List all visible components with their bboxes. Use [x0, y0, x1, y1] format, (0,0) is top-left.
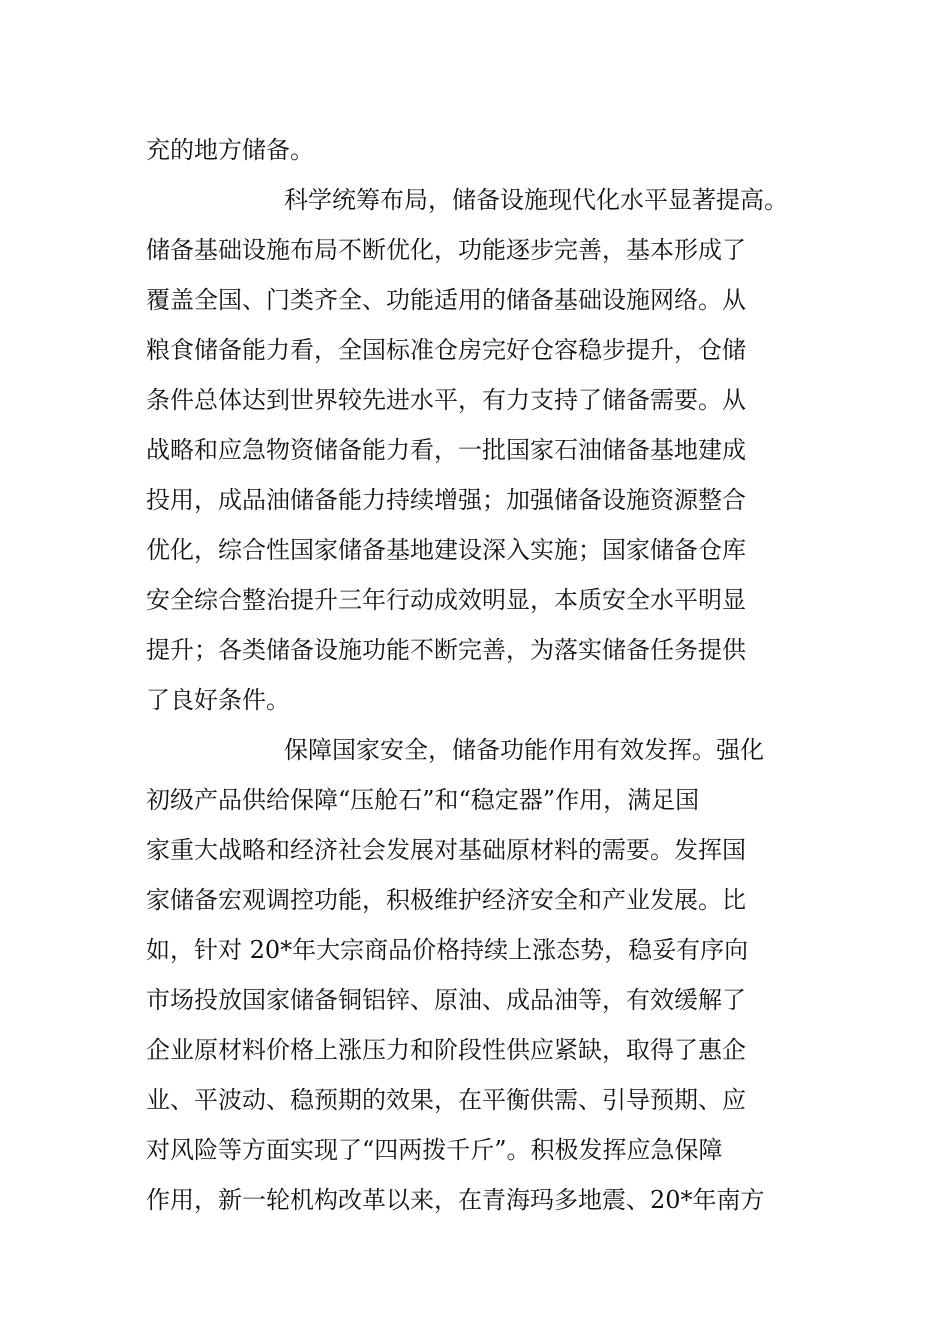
text-line: 投用，成品油储备能力持续增强；加强储备设施资源整合	[146, 486, 746, 514]
text-line: 作用，新一轮机构改革以来，在青海玛多地震、20*年南方	[146, 1186, 765, 1214]
text-line: 条件总体达到世界较先进水平，有力支持了储备需要。从	[146, 386, 746, 414]
text-line: 储备基础设施布局不断优化，功能逐步完善，基本形成了	[146, 236, 746, 264]
text-line: 充的地方储备。	[146, 136, 314, 164]
text-line: 对风险等方面实现了“四两拨千斤”。积极发挥应急保障	[146, 1136, 723, 1164]
text-line: 初级产品供给保障“压舱石”和“稳定器”作用，满足国	[146, 786, 700, 814]
text-line: 家重大战略和经济社会发展对基础原材料的需要。发挥国	[146, 836, 746, 864]
text-line: 企业原材料价格上涨压力和阶段性供应紧缺，取得了惠企	[146, 1036, 746, 1064]
text-line: 粮食储备能力看，全国标准仓房完好仓容稳步提升，仓储	[146, 336, 746, 364]
text-line: 优化，综合性国家储备基地建设深入实施；国家储备仓库	[146, 536, 746, 564]
text-line: 提升；各类储备设施功能不断完善，为落实储备任务提供	[146, 636, 746, 664]
text-line: 业、平波动、稳预期的效果，在平衡供需、引导预期、应	[146, 1086, 746, 1114]
text-line: 市场投放国家储备铜铝锌、原油、成品油等，有效缓解了	[146, 986, 746, 1014]
text-line: 安全综合整治提升三年行动成效明显，本质安全水平明显	[146, 586, 746, 614]
text-line: 战略和应急物资储备能力看，一批国家石油储备基地建成	[146, 436, 746, 464]
paragraph-start-line: 科学统筹布局，储备设施现代化水平显著提高。	[284, 186, 788, 214]
text-line: 覆盖全国、门类齐全、功能适用的储备基础设施网络。从	[146, 286, 746, 314]
paragraph-start-line: 保障国家安全，储备功能作用有效发挥。强化	[284, 736, 764, 764]
text-line: 如，针对 20*年大宗商品价格持续上涨态势，稳妥有序向	[146, 936, 749, 964]
text-line: 家储备宏观调控功能，积极维护经济安全和产业发展。比	[146, 886, 746, 914]
text-line: 了良好条件。	[146, 686, 290, 714]
